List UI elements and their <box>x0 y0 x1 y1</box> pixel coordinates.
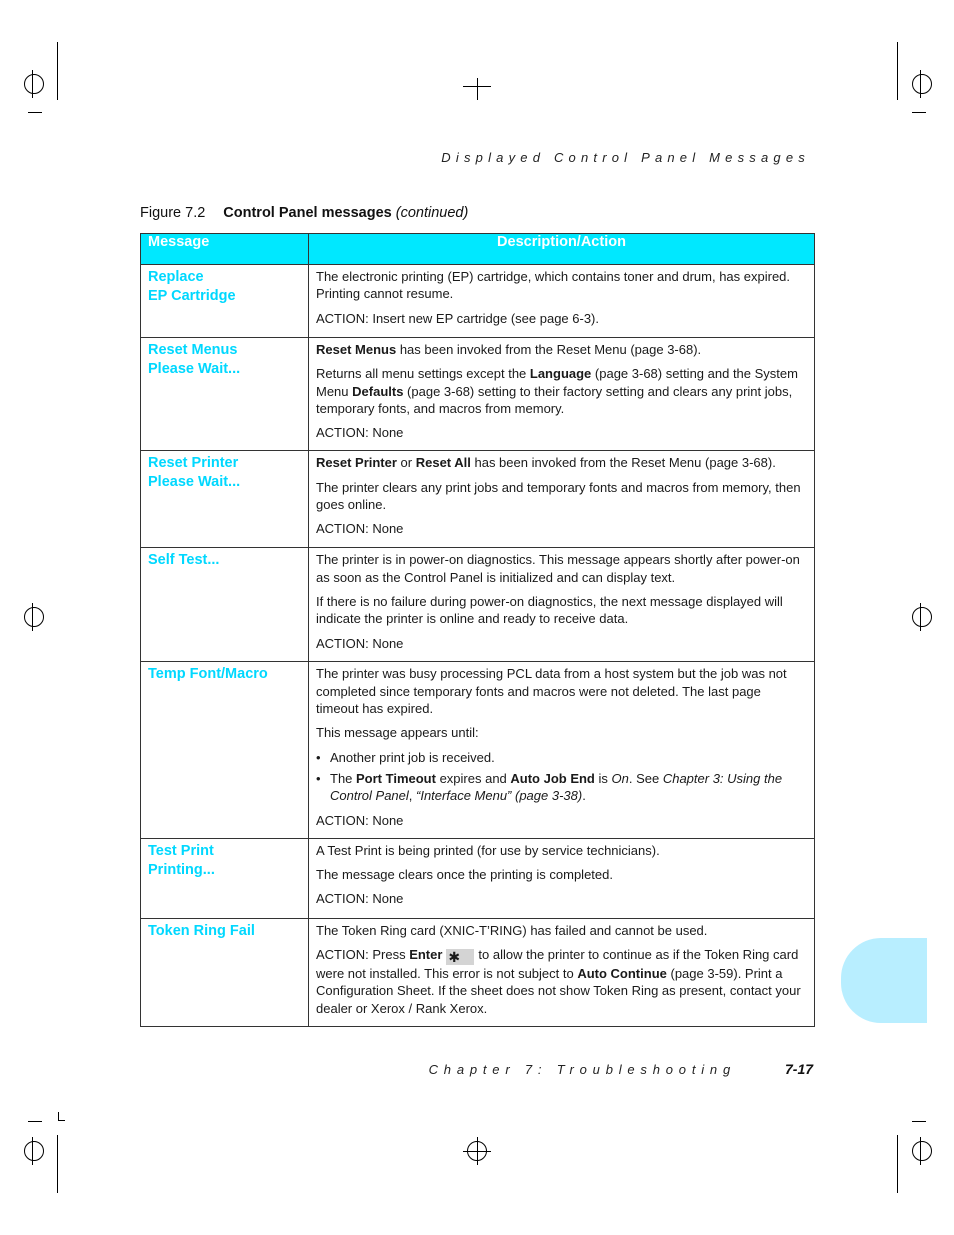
message-name: Test Print Printing... <box>141 838 309 918</box>
list-item: • The Port Timeout expires and Auto Job End is On. See Chapter 3: Using the Control Panel, “Interface Menu” (page 3-38). <box>330 770 807 805</box>
crop-mark <box>32 1137 33 1165</box>
message-description: The printer is in power-on diagnostics. This message appears shortly after power-on as soon as the Control Panel is initialized and can display text. If there is no failure during power-on diagnostics, the next message displayed will indicate the printer is online and ready to receive data. ACTION: None <box>309 548 815 662</box>
message-name: Token Ring Fail <box>141 918 309 1026</box>
crop-mark <box>32 70 33 98</box>
message-description: Reset Printer or Reset All has been invoked from the Reset Menu (page 3-68). The printer clears any print jobs and temporary fonts and macros from memory, then goes online. ACTION: None <box>309 451 815 548</box>
registration-mark-icon <box>24 1141 44 1161</box>
running-footer: Chapter 7: Troubleshooting <box>428 1062 736 1077</box>
figure-continued: (continued) <box>395 205 469 221</box>
message-name: Replace EP Cartridge <box>141 265 309 338</box>
crop-mark <box>477 78 478 100</box>
chapter-thumb-tab <box>841 938 927 1023</box>
table-row <box>141 918 815 1026</box>
crop-mark <box>58 1112 59 1120</box>
crop-mark <box>32 603 33 631</box>
table-row <box>141 662 815 838</box>
registration-mark-icon <box>24 74 44 94</box>
table-row <box>141 338 815 451</box>
message-description: A Test Print is being printed (for use by service technicians). The message clears once the printing is completed. ACTION: None <box>309 838 815 918</box>
message-name: Temp Font/Macro <box>141 662 309 838</box>
registration-mark-icon <box>912 607 932 627</box>
crop-mark <box>57 42 58 100</box>
message-description: The printer was busy processing PCL data from a host system but the job was not completed since temporary fonts and macros were not deleted. The last page timeout has expired. This message appears until: • Another print job is received. • The Port Timeout expires and Auto Job End is On. See Chapter 3: Using the Control Panel, “Interface Menu” (page 3-38). ACTION: None <box>309 662 815 838</box>
registration-mark-icon <box>24 607 44 627</box>
figure-caption <box>140 205 468 221</box>
table-row <box>141 838 815 918</box>
bullet-list <box>316 749 807 805</box>
crop-mark <box>28 1121 42 1122</box>
registration-mark-icon <box>912 74 932 94</box>
crop-mark <box>920 603 921 631</box>
crop-mark <box>912 112 926 113</box>
table-row <box>141 548 815 662</box>
message-name: Reset Printer Please Wait... <box>141 451 309 548</box>
table-row <box>141 451 815 548</box>
figure-title: Control Panel messages <box>223 205 392 221</box>
list-item: • Another print job is received. <box>330 749 807 766</box>
figure-number: Figure 7.2 <box>140 205 206 221</box>
crop-mark <box>28 112 42 113</box>
crop-mark <box>57 1135 58 1193</box>
page-number: 7-17 <box>785 1061 814 1077</box>
message-description: Reset Menus has been invoked from the Reset Menu (page 3-68). Returns all menu settings except the Language (page 3-68) setting and the System Menu Defaults (page 3-68) setting to their factory setting and clears any print jobs, temporary fonts, and macros from memory. ACTION: None <box>309 338 815 451</box>
crop-mark <box>897 42 898 100</box>
crop-mark <box>897 1135 898 1193</box>
message-name: Reset Menus Please Wait... <box>141 338 309 451</box>
crop-mark <box>477 1137 478 1165</box>
crop-mark <box>920 1137 921 1165</box>
message-name: Self Test... <box>141 548 309 662</box>
enter-key-icon: ✱ <box>446 949 474 965</box>
message-description: The electronic printing (EP) cartridge, which contains toner and drum, has expired. Printing cannot resume. ACTION: Insert new EP cartridge (see page 6-3). <box>309 265 815 338</box>
control-panel-messages-table <box>140 233 815 1027</box>
table-row <box>141 265 815 338</box>
running-header: Displayed Control Panel Messages <box>441 150 810 165</box>
registration-mark-icon <box>912 1141 932 1161</box>
crop-mark <box>912 1121 926 1122</box>
table-header-row <box>141 234 815 265</box>
message-description: The Token Ring card (XNIC-T’RING) has failed and cannot be used. ACTION: Press Enter ✱ to allow the printer to continue as if the Token Ring card were not installed. This error is not subject to Auto Continue (page 3-59). Print a Configuration Sheet. If the sheet does not show Token Ring as present, contact your dealer or Xerox / Rank Xerox. <box>309 918 815 1026</box>
header-description: Description/Action <box>309 234 815 265</box>
header-message: Message <box>141 234 309 265</box>
crop-mark <box>58 1120 65 1121</box>
crop-mark <box>920 70 921 98</box>
